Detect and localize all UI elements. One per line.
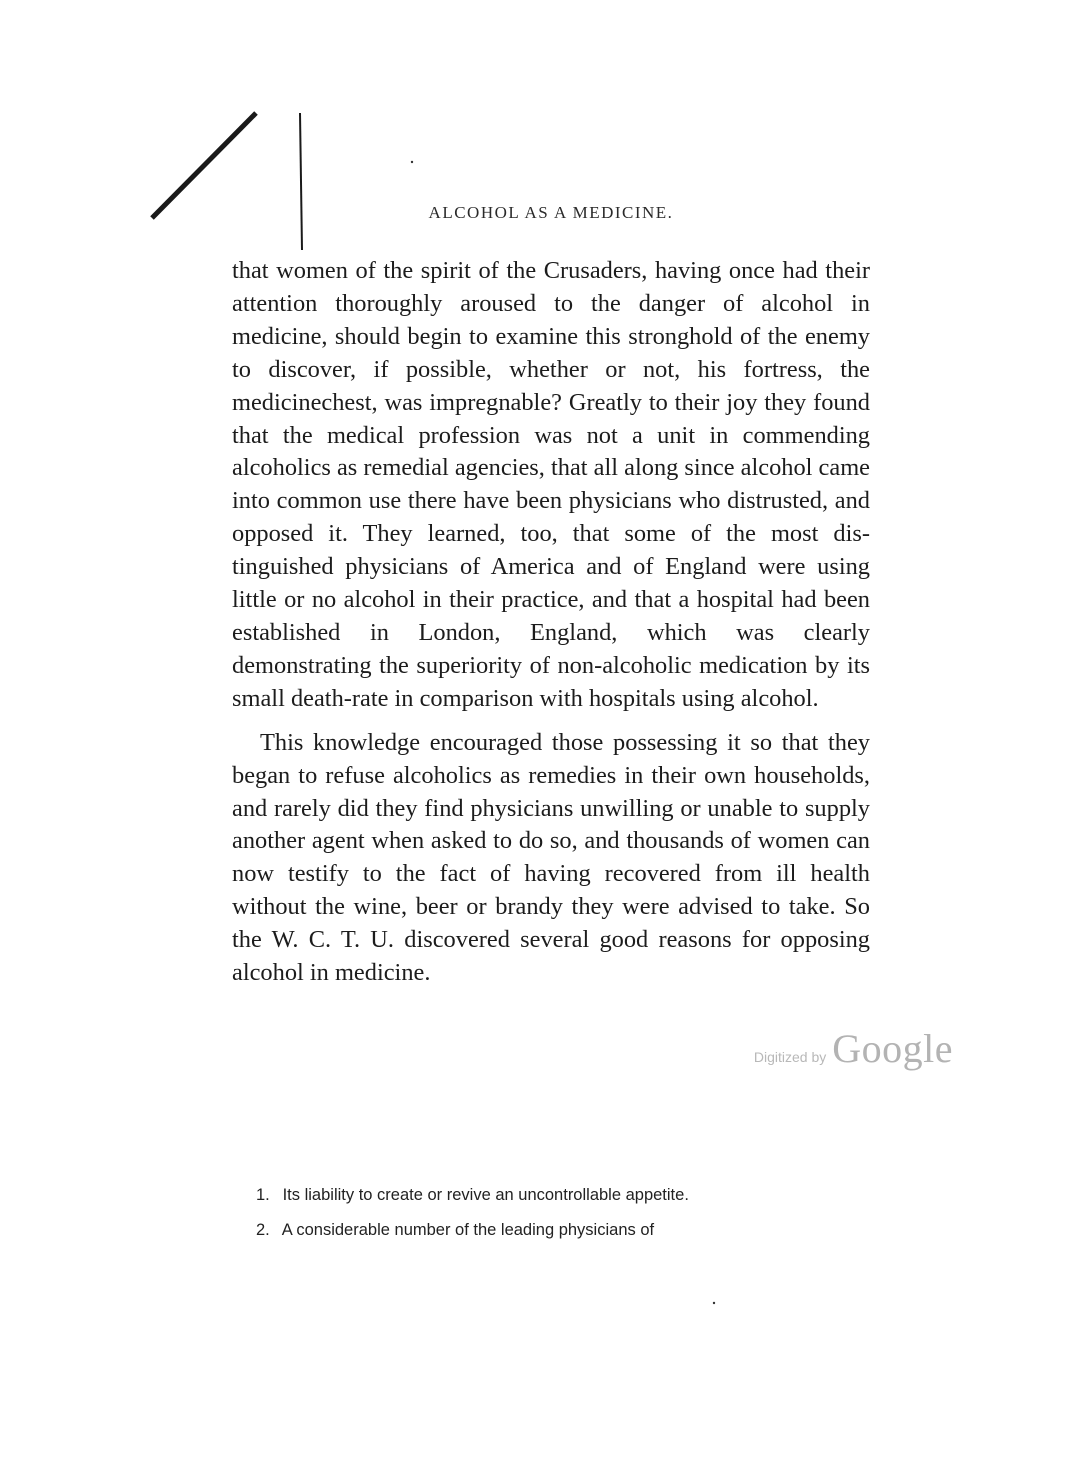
scan-speck: [713, 1302, 715, 1304]
paragraph: that women of the spirit of the Crusaders, having once had their attention thoroughly aroused to the danger of alcohol in medicine, should begin to examine this stronghold of the enemy to discover, if possible, whether or not, his fortress, the medicinechest, was impregnable? Greatly to their joy they found that the medical profession was not a unit in commending alcoholics as remedial agencies, that all along since alcohol came into common use there have been physicians who distrusted, and opposed it. They learned, too, that some of the most distinguished physicians of America and of England were using little or no alcohol in their practice, and that a hospital had been established in London, England, which was clearly demonstrating the superiority of non-alcoholic medication by its small death-rate in comparison with hospitals using alcohol.: [232, 257, 870, 712]
watermark-label: Digitized by: [753, 1049, 827, 1065]
list-item-number: 2.: [256, 1221, 270, 1239]
scan-speck: [411, 161, 413, 163]
list-item: [256, 1220, 870, 1241]
list-item-number: 1.: [256, 1186, 270, 1204]
running-head: ALCOHOL AS A MEDICINE.: [428, 203, 674, 222]
body-text: [232, 255, 870, 990]
scan-vertical-stroke: [300, 113, 302, 250]
reasons-list: [256, 1185, 870, 1255]
list-item-text: Its liability to create or revive an uncontrollable appetite.: [282, 1186, 689, 1204]
paragraph: This knowledge encouraged those possessing it so that they began to refuse alcoholics as remedies in their own households, and rarely did they find physicians unwilling or unable to supply another agent when asked to do so, and thousands of women can now testify to the fact of having recovered from ill health without the wine, beer or brandy they were advised to take. So the W. C. T. U. discovered several good reasons for opposing alcohol in medicine.: [232, 728, 870, 987]
list-item-text: A considerable number of the leading physicians of: [281, 1221, 655, 1239]
google-logo: Google: [832, 1026, 953, 1071]
digitized-watermark: [754, 1025, 953, 1072]
list-item: [256, 1185, 870, 1206]
